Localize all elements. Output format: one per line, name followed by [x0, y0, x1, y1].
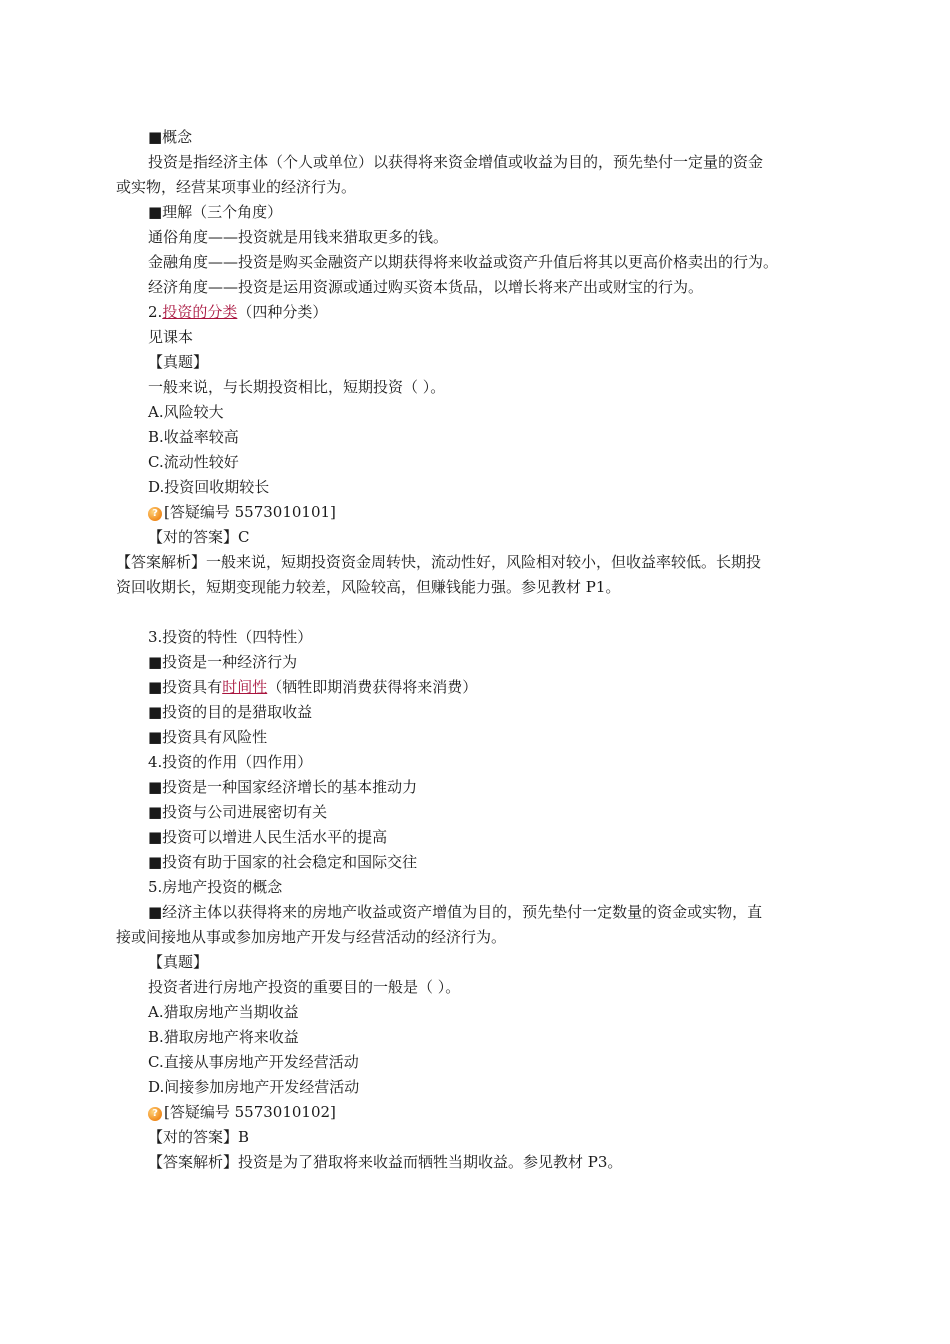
- section-heading: 3.投资的特性（四特性）: [148, 628, 313, 646]
- text-line: ■投资有助于国家的社会稳定和国际交往: [148, 853, 418, 871]
- answer-explanation: 【答案解析】一般来说，短期投资资金周转快，流动性好，风险相对较小，但收益率较低。长期投: [116, 553, 762, 571]
- text-line: ■投资具有风险性: [148, 728, 268, 746]
- option-a: A.猎取房地产当期收益: [148, 1003, 299, 1021]
- text-line: ■投资的目的是猎取收益: [148, 703, 313, 721]
- heading-number: 2.: [148, 303, 163, 321]
- text-line: ■投资可以增进人民生活水平的提高: [148, 828, 388, 846]
- correct-answer: 【对的答案】C: [148, 528, 250, 546]
- section-heading: 5.房地产投资的概念: [148, 878, 283, 896]
- question-icon[interactable]: ?: [148, 507, 162, 521]
- qa-reference: [148, 502, 336, 522]
- qa-number: [答疑编号 5573010102]: [164, 1103, 336, 1121]
- text-line: [148, 677, 477, 697]
- qa-number: [答疑编号 5573010101]: [164, 503, 336, 521]
- correct-answer: 【对的答案】B: [148, 1128, 250, 1146]
- question-icon[interactable]: ?: [148, 1107, 162, 1121]
- option-c: C.直接从事房地产开发经营活动: [148, 1053, 359, 1071]
- text-line: 通俗角度——投资就是用钱来猎取更多的钱。: [148, 228, 449, 246]
- section-heading: 4.投资的作用（四作用）: [148, 753, 313, 771]
- heading-suffix: （四种分类）: [237, 303, 328, 321]
- option-d: D.间接参加房地产开发经营活动: [148, 1078, 360, 1096]
- text-line: 金融角度——投资是购买金融资产以期获得将来收益或资产升值后将其以更高价格卖出的行为。: [148, 253, 779, 271]
- link-investment-classification[interactable]: 投资的分类: [162, 303, 238, 321]
- text-line: ■概念: [148, 128, 193, 146]
- option-c: C.流动性较好: [148, 453, 239, 471]
- text-line: ■理解（三个角度）: [148, 203, 283, 221]
- link-timeliness[interactable]: 时间性: [222, 678, 268, 696]
- text-line: 经济角度——投资是运用资源或通过购买资本货品，以增长将来产出或财宝的行为。: [148, 278, 704, 296]
- text-line: ■投资是一种经济行为: [148, 653, 298, 671]
- text-line: ■经济主体以获得将来的房地产收益或资产增值为目的，预先垫付一定数量的资金或实物，直: [148, 903, 763, 921]
- option-b: B.猎取房地产将来收益: [148, 1028, 299, 1046]
- exam-question-label: 【真题】: [148, 953, 209, 971]
- text-line: 资回收期长，短期变现能力较差，风险较高，但赚钱能力强。参见教材 P1。: [116, 578, 621, 596]
- section-heading: [148, 302, 327, 322]
- text-line: 或实物，经营某项事业的经济行为。: [116, 178, 357, 196]
- text-line: ■投资与公司进展密切有关: [148, 803, 328, 821]
- text-line: 投资是指经济主体（个人或单位）以获得将来资金增值或收益为目的，预先垫付一定量的资金: [148, 153, 764, 171]
- option-b: B.收益率较高: [148, 428, 239, 446]
- exam-question-label: 【真题】: [148, 353, 209, 371]
- text-line: ■投资是一种国家经济增长的基本推动力: [148, 778, 418, 796]
- question-text: 投资者进行房地产投资的重要目的一般是（ ）。: [148, 978, 461, 996]
- question-text: 一般来说，与长期投资相比，短期投资（ ）。: [148, 378, 446, 396]
- text-line: 见课本: [148, 328, 194, 346]
- option-a: A.风险较大: [148, 403, 224, 421]
- text-suffix: （牺牲即期消费获得将来消费）: [267, 678, 478, 696]
- qa-reference: [148, 1102, 336, 1122]
- answer-explanation: 【答案解析】投资是为了猎取将来收益而牺牲当期收益。参见教材 P3。: [148, 1153, 623, 1171]
- option-d: D.投资回收期较长: [148, 478, 270, 496]
- text-prefix: ■投资具有: [148, 678, 223, 696]
- text-line: 接或间接地从事或参加房地产开发与经营活动的经济行为。: [116, 928, 507, 946]
